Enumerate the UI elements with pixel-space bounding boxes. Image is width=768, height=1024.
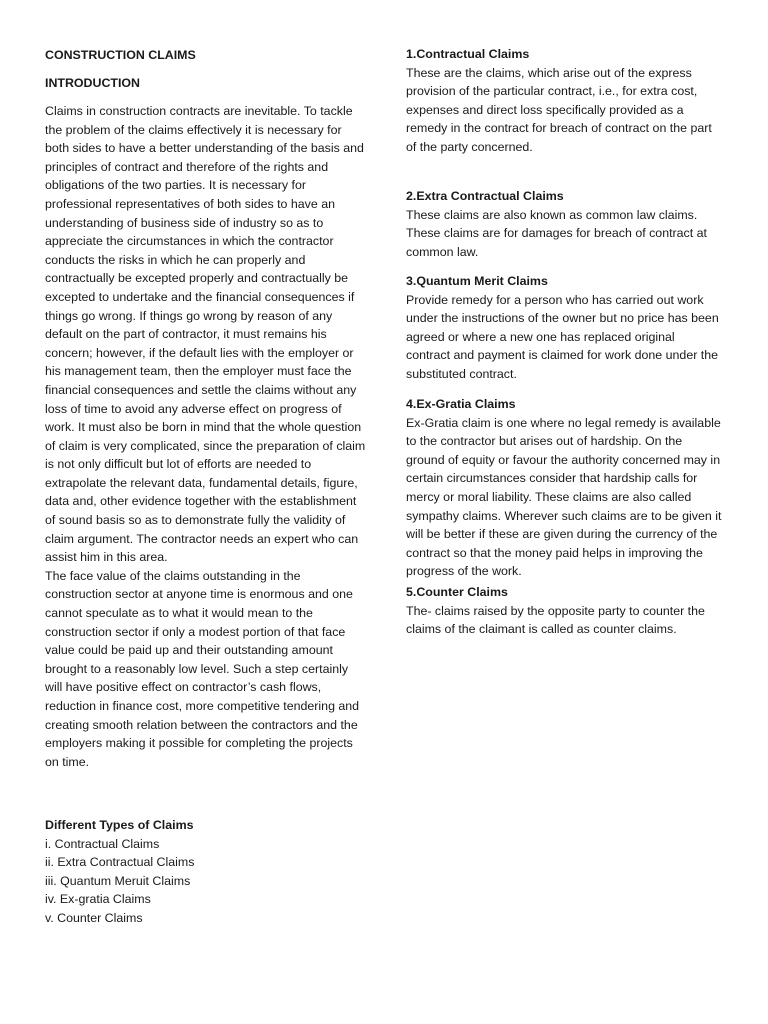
section-counter-claims — [406, 583, 722, 639]
section-body: These claims are also known as common law claims. These claims are for damages for breach of contract at common law. — [406, 207, 707, 259]
claim-types-list — [45, 835, 367, 928]
list-item: iii. Quantum Meruit Claims — [45, 873, 191, 888]
list-item: i. Contractual Claims — [45, 836, 160, 851]
claim-types-block — [45, 816, 367, 928]
introduction-paragraph: Claims in construction contracts are inevitable. To tackle the problem of the claims effectively it is necessary for both sides to have a better understanding of the basis and principles of contract and therefore of the rights and obligations of the two parties. It is necessary for professional representatives of both sides to have an understanding of business side of industry so as to appreciate the circumstances in which the contractor conducts the risks in which he can properly and contractually be excepted properly and contractually be excepted to undertake and the financial consequences if things go wrong. If things go wrong by reason of any default on the part of contractor, it must remains his concern; however, if the default lies with the employer or his management team, then the employer must face the financial consequences and settle the claims without any loss of time to avoid any adverse effect on progress of work. It must also be born in mind that the whole question of claim is very complicated, since the preparation of claim is not only difficult but lot of efforts are needed to extrapolate the relevant data, fundamental details, figure, data and, other evidence together with the establishment of sound basis so as to demonstrate fully the validity of claim argument. The contractor needs an expert who can assist him in this area. — [45, 104, 366, 565]
introduction-paragraph: The face value of the claims outstanding in the construction sector at anyone time is enormous and one cannot speculate as to what it would mean to the construction sector if only a modest portion of that face value could be paid up and their outstanding amount brought to a reasonably low level. Such a step certainly will have positive effect on contractor’s cash flows, reduction in finance cost, more competitive tendering and creating smooth relation between the contractors and the employers making it possible for completing the projects on time. — [45, 568, 360, 769]
list-item: iv. Ex-gratia Claims — [45, 892, 151, 907]
document-title: CONSTRUCTION CLAIMS — [45, 48, 196, 62]
section-heading: 5.Counter Claims — [406, 585, 508, 599]
section-extra-contractual-claims — [406, 187, 722, 261]
section-body: Provide remedy for a person who has carried out work under the instructions of the owner but no price has been agreed or where a new one has replaced original contract and payment is claimed for work done under the substituted contract. — [406, 292, 719, 381]
list-item: v. Counter Claims — [45, 910, 143, 925]
list-item: ii. Extra Contractual Claims — [45, 855, 195, 870]
introduction-body — [45, 102, 367, 771]
section-contractual-claims — [406, 45, 722, 157]
section-heading: 4.Ex-Gratia Claims — [406, 397, 516, 411]
section-body: The- claims raised by the opposite party to counter the claims of the claimant is called as counter claims. — [406, 603, 705, 637]
section-heading: 2.Extra Contractual Claims — [406, 189, 564, 203]
section-ex-gratia-claims — [406, 395, 722, 581]
introduction-heading: INTRODUCTION — [45, 76, 140, 90]
section-body: Ex-Gratia claim is one where no legal remedy is available to the contractor but arises out of hardship. On the ground of equity or favour the authority concerned may in certain circumstances consider that hardship calls for mercy or moral liability. These claims are also called sympathy claims. Wherever such claims are to be given it will be better if these are given during the currency of the contract so that the money paid helps in improving the progress of the work. — [406, 415, 722, 579]
section-body: These are the claims, which arise out of the express provision of the particular contract, i.e., for extra cost, expenses and direct loss specifically provided as a remedy in the contract for breach of contract on the part of the party concerned. — [406, 65, 712, 154]
section-quantum-merit-claims — [406, 272, 722, 384]
claim-types-heading: Different Types of Claims — [45, 818, 194, 832]
section-heading: 1.Contractual Claims — [406, 47, 530, 61]
section-heading: 3.Quantum Merit Claims — [406, 274, 548, 288]
